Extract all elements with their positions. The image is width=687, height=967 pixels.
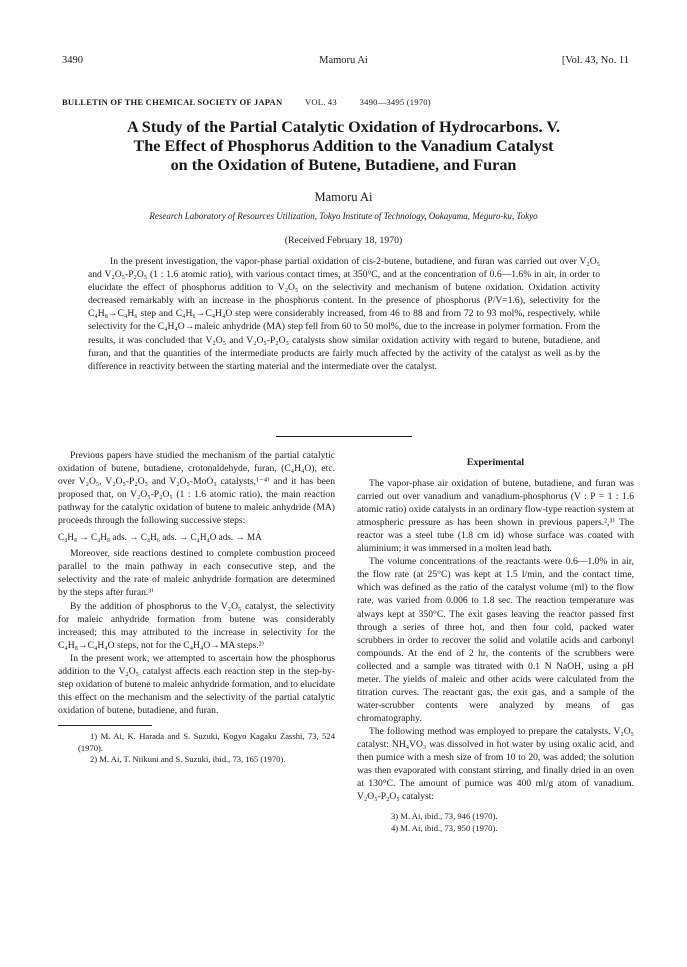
author-affiliation: Research Laboratory of Resources Utilization, Tokyo Institute of Technology, Ookayama, Meguro-ku, Tokyo <box>149 211 538 221</box>
intro-paragraph-3: By the addition of phosphorus to the V₂O₅ catalyst, the selectivity for maleic anhydride formation from butene was considerably increased; this may attributed to the increase in selectivity for the C₄H₈→C₄H₄O steps, not for the C₄H₄O→MA steps.²⁾ <box>58 600 335 651</box>
reaction-scheme: C₄H₈ → C₄H₈ ads. → C₄H₆ ads. → C₄H₄O ads. → MA <box>58 532 262 543</box>
abstract: In the present investigation, the vapor-phase partial oxidation of cis-2-butene, butadiene, and furan was carried out over V₂O₅ and V₂O₅-P₂O₅ (1 : 1.6 atomic ratio), with various contact times, at 350°C, and at the concentration of 0.6—1.6% in air, in order to elucidate the effect of phosphorus addition to V₂O₅ on the selectivity and mechanism of butene oxidation. Oxidation activity decreased remarkably with an increase in the phosphorus content. In the presence of phosphorus (P/V=1.6), selectivity for the C₄H₈→C₄H₆ step and C₄H₆→C₄H₄O step were considerably increased, from 46 to 88 and from 72 to 93 mol%, respectively, while selectivity for the C₄H₄O→maleic anhydride (MA) step fell from 60 to 50 mol%, due to the increase in polymer formation. From the results, it was concluded that V₂O₅ and V₂O₅-P₂O₅ catalysts show similar oxidation activity with regard to butene, butadiene, and furan, and that the quantities of the intermediate products are fairly much affected by the activity of the catalyst as well as by the difference in reactivity between the starting material and the intermediate over the catalyst. <box>88 256 600 372</box>
footnote-2: 2) M. Ai, T. Niikuni and S. Suzuki, ibid., 73, 165 (1970). <box>90 754 286 765</box>
title-line-2: The Effect of Phosphorus Addition to the Vanadium Catalyst <box>133 137 554 155</box>
intro-paragraph-2: Moreover, side reactions destined to complete combustion proceed parallel to the main pathway in each consecutive step, and the selectivity and the rate of maleic anhydride formation are determined by the steps after furan.³⁾ <box>58 548 335 599</box>
journal-pages: 3490—3495 (1970) <box>359 97 431 107</box>
experimental-paragraph-2: The volume concentrations of the reactants were 0.6—1.0% in air, the flow rate (at 25°C) was kept at 1.5 l/min, and the contact time, which was defined as the ratio of the catalyst volume (ml) to the flow rate, was varied from 0.006 to 1.8 sec. The reaction temperature was always kept at 350°C. The exit gases leaving the reactor passed first through a series of three hot, and then four cold, packed water scrubbers in order to recover the solid and volatile acids and carbonyl compounds. At the end of 2 hr, the contents of the scrubbers were collected and a sample was titrated with 0.1 N NaOH, using a pH meter. The yields of maleic and other acids were calculated from the titration curves. The reactant gas, the exit gas, and a sample of the water-scrubber contents were analyzed by means of gas chromatography. <box>357 556 634 724</box>
page-number: 3490 <box>62 55 83 66</box>
volume-info: [Vol. 43, No. 11 <box>561 55 629 66</box>
footnote-4: 4) M. Ai, ibid., 73, 950 (1970). <box>391 822 498 833</box>
received-date: (Received February 18, 1970) <box>284 235 403 246</box>
experimental-paragraph-3: The following method was employed to prepare the catalysts. V₂O₅ catalyst: NH₄VO₃ was dissolved in hot water by using oxalic acid, and then pumice with a mesh size of from 10 to 20, was added; the solution was then evaporated with constant stirring, and finally dried in an oven at 130°C. The amount of pumice was 400 ml/g atom of vanadium. V₂O₅-P₂O₅ catalyst: <box>357 725 634 803</box>
right-column <box>357 449 634 834</box>
title-line-1: A Study of the Partial Catalytic Oxidation of Hydrocarbons. V. <box>126 118 561 136</box>
intro-paragraph-1: Previous papers have studied the mechanism of the partial catalytic oxidation of butene, butadiene, crotonaldehyde, furan, (C₄H₄O), etc. over V₂O₅, V₂O₅-P₂O₅ and V₂O₅-MoO₃ catalysts,¹⁻⁴⁾ and it has been proposed that, on V₂O₅-P₂O₅ (1 : 1.6 atomic ratio), the main reaction pathway for the catalytic oxidation of butene to maleic anhydride (MA) proceeds through the following successive steps: <box>58 450 335 527</box>
section-title-experimental: Experimental <box>466 457 525 468</box>
right-footnotes <box>357 811 634 834</box>
footnote-1: 1) M. Ai, K. Harada and S. Suzuki, Kogyo Kagaku Zasshi, 73, 524 (1970). <box>78 730 335 753</box>
journal-citation-line <box>62 97 431 107</box>
footnote-divider <box>58 725 152 726</box>
journal-name: BULLETIN OF THE CHEMICAL SOCIETY OF JAPAN <box>62 97 283 107</box>
left-column <box>58 449 335 766</box>
footnote-3: 3) M. Ai, ibid., 73, 946 (1970). <box>391 811 498 822</box>
intro-paragraph-4: In the present work, we attempted to ascertain how the phosphorus addition to the V₂O₅ catalyst affects each reaction step in the step-by-step oxidation of butene to maleic anhydride formation, and to elucidate this effect on the mechanism and the selectivity of the partial catalytic oxidation of butene, butadiene, and furan. <box>58 652 335 716</box>
experimental-paragraph-1: The vapor-phase air oxidation of butene, butadiene, and furan was carried out over vanadium and vanadium-phosphorus (V : P = 1 : 1.6 atomic ratio) oxide catalysts in an ordinary flow-type reaction system at atmospheric pressure as has been shown in previous papers.²,³⁾ The reactor was a steel tube (1.8 cm id) whose surface was coated with aluminium; it was immersed in a molten lead bath. <box>357 478 634 555</box>
running-author: Mamoru Ai <box>319 55 368 66</box>
article-author: Mamoru Ai <box>314 190 373 204</box>
article-title <box>40 118 647 175</box>
title-line-3: on the Oxidation of Butene, Butadiene, and Furan <box>170 156 517 174</box>
journal-volume: VOL. 43 <box>304 97 337 107</box>
abstract-divider <box>276 436 412 437</box>
